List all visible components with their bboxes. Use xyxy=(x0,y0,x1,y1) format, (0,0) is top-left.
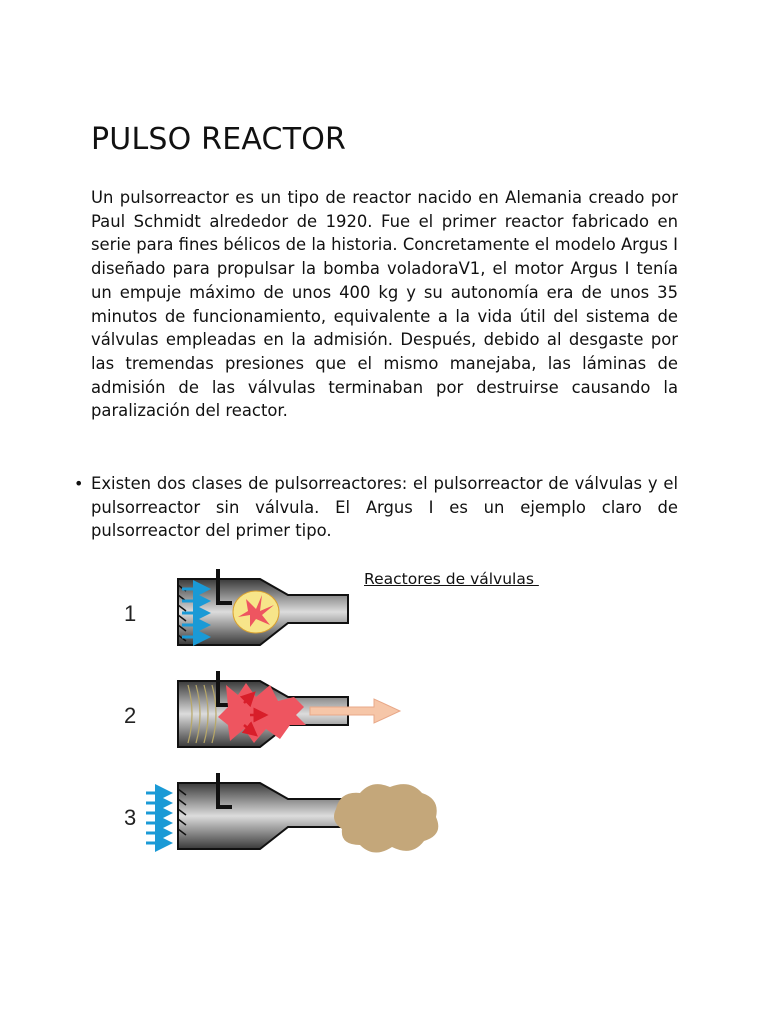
page-title: PULSO REACTOR xyxy=(91,122,347,157)
air-arrows-3 xyxy=(146,793,170,843)
step-2-label: 2 xyxy=(124,703,137,728)
exhaust-smoke-3 xyxy=(334,784,438,852)
bullet-text: Existen dos clases de pulsorreactores: el pulsorreactor de válvulas y el pulsorreactor sin válvula. El Argus I es un ejemplo claro de pulsorreactor del primer tipo. xyxy=(91,474,678,541)
bullet-icon: • xyxy=(74,474,84,493)
bullet-item xyxy=(74,472,678,543)
engine-tube-3 xyxy=(178,783,348,849)
pulse-jet-diagram xyxy=(110,565,450,865)
step-1-diagram xyxy=(124,569,348,645)
step-1-label: 1 xyxy=(124,601,137,626)
step-3-label: 3 xyxy=(124,805,137,830)
intro-paragraph: Un pulsorreactor es un tipo de reactor nacido en Alemania creado por Paul Schmidt alrededor de 1920. Fue el primer reactor fabricado en serie para fines bélicos de la historia. Concretamente el modelo Argus I diseñado para propulsar la bomba voladoraV1, el motor Argus I tenía un empuje máximo de unos 400 kg y su autonomía era de unos 35 minutos de funcionamiento, equivalente a la vida útil del sistema de válvulas empleadas en la admisión. Después, debido al desgaste por las tremendas presiones que el mismo manejaba, las láminas de admisión de las válvulas terminaban por destruirse causando la paralización del reactor. xyxy=(91,188,678,421)
figure-caption: Reactores de válvulas xyxy=(364,570,539,588)
step-3-diagram xyxy=(124,773,438,853)
step-2-diagram xyxy=(124,671,400,747)
